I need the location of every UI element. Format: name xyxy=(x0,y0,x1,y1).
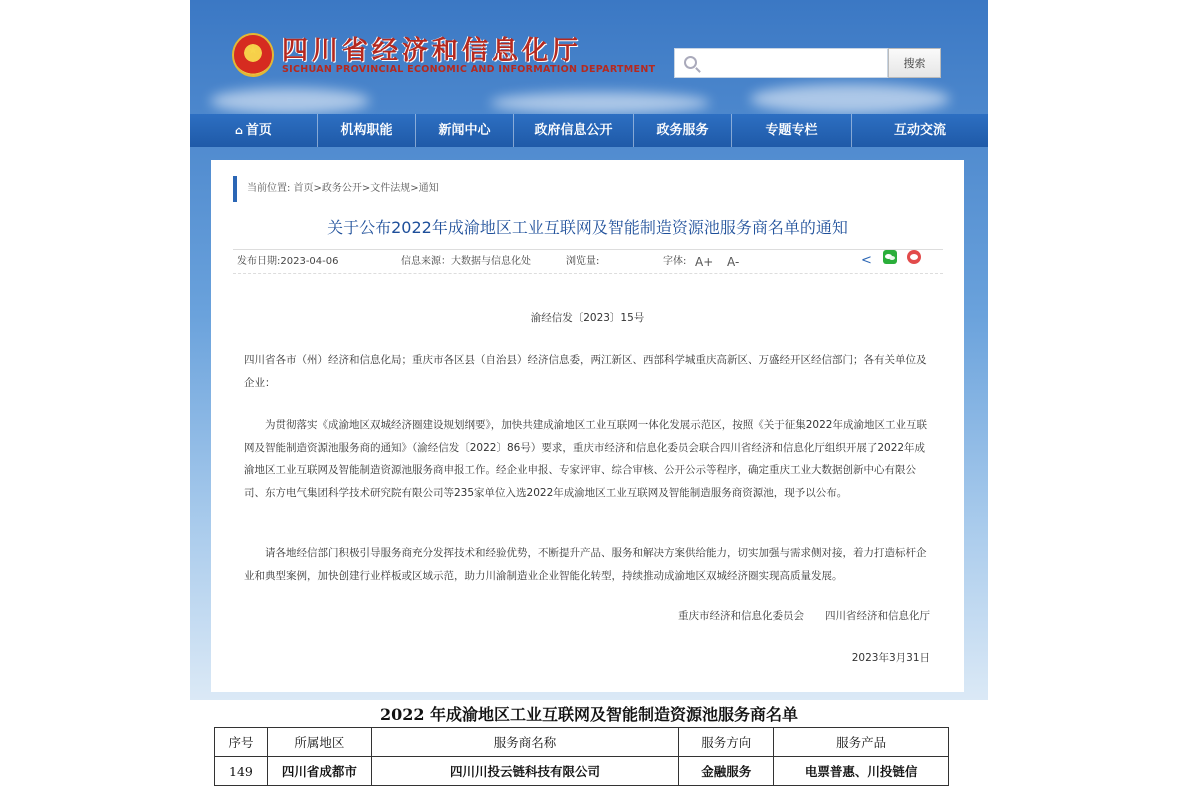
search-box xyxy=(674,48,888,78)
col-header-region: 所属地区 xyxy=(267,728,371,757)
weibo-share-icon[interactable] xyxy=(907,250,921,264)
signatories: 重庆市经济和信息化委员会 四川省经济和信息化厅 xyxy=(678,610,930,622)
info-source: 信息来源：大数据与信息化处 xyxy=(401,256,531,267)
font-decrease-button[interactable]: A- xyxy=(727,255,740,269)
col-header-index: 序号 xyxy=(215,728,268,757)
table-header-row xyxy=(215,728,949,757)
cell-provider: 四川川投云链科技有限公司 xyxy=(371,757,679,786)
nav-home[interactable] xyxy=(190,114,318,147)
paragraph-1: 为贯彻落实《成渝地区双城经济圈建设规划纲要》，加快共建成渝地区工业互联网一体化发展示范区，按照《关于征集2022年成渝地区工业互联网及智能制造资源池服务商的通知》（渝经信发〔2022〕86号）要求，重庆市经济和信息化委员会联合四川省经济和信息化厅组织开展了2022年成渝地区工业互联网及智能制造资源池服务商申报工作。经企业申报、专家评审、综合审核、公开公示等程序，确定重庆工业大数据创新中心有限公司、东方电气集团科学技术研究院有限公司等235家单位入选2022年成渝地区工业互联网及智能制造服务商资源池，现予以公布。 xyxy=(244,419,927,499)
font-increase-button[interactable]: A+ xyxy=(695,255,714,269)
search-icon xyxy=(684,56,697,69)
article-panel xyxy=(211,160,964,692)
table-row xyxy=(215,757,949,786)
header-cloud xyxy=(750,84,950,114)
article-title: 关于公布2022年成渝地区工业互联网及智能制造资源池服务商名单的通知 xyxy=(327,218,848,237)
nav-gov-info[interactable]: 政府信息公开 xyxy=(514,114,634,147)
document-number: 渝经信发〔2023〕15号 xyxy=(530,312,645,324)
view-count: 浏览量: xyxy=(566,256,600,267)
publish-date: 发布日期:2023-04-06 xyxy=(237,256,339,267)
header-cloud xyxy=(210,88,370,114)
nav-news[interactable]: 新闻中心 xyxy=(416,114,514,147)
cell-direction: 金融服务 xyxy=(679,757,774,786)
breadcrumb[interactable]: 当前位置: 首页>政务公开>文件法规>通知 xyxy=(233,176,439,202)
provider-table xyxy=(214,727,949,786)
home-icon: ⌂ xyxy=(235,124,243,137)
salutation: 四川省各市（州）经济和信息化局；重庆市各区县（自治县）经济信息委，两江新区、西部科学城重庆高新区、万盛经开区经信部门；各有关单位及企业： xyxy=(244,354,927,389)
search-button[interactable]: 搜索 xyxy=(888,48,941,78)
nav-interaction[interactable]: 互动交流 xyxy=(893,123,946,138)
main-nav xyxy=(190,114,988,147)
nav-topics[interactable]: 专题专栏 xyxy=(732,114,852,147)
col-header-product: 服务产品 xyxy=(774,728,949,757)
search-input[interactable] xyxy=(703,53,883,73)
nav-functions[interactable]: 机构职能 xyxy=(318,114,416,147)
paragraph-2: 请各地经信部门积极引导服务商充分发挥技术和经验优势，不断提升产品、服务和解决方案供给能力，切实加强与需求侧对接，着力打造标杆企业和典型案例，加快创建行业样板或区域示范，助力川渝制造业企业智能化转型，持续推动成渝地区双城经济圈实现高质量发展。 xyxy=(244,547,927,582)
share-icon[interactable]: < xyxy=(861,253,872,268)
site-subtitle: SICHUAN PROVINCIAL ECONOMIC AND INFORMATION DEPARTMENT xyxy=(282,64,656,75)
sign-date: 2023年3月31日 xyxy=(851,652,930,664)
col-header-provider: 服务商名称 xyxy=(371,728,679,757)
cell-product: 电票普惠、川投链信 xyxy=(774,757,949,786)
header-cloud xyxy=(490,92,710,114)
font-size-label: 字体: xyxy=(663,256,687,267)
cell-index: 149 xyxy=(215,757,268,786)
list-title: 2022 年成渝地区工业互联网及智能制造资源池服务商名单 xyxy=(379,705,799,724)
national-emblem-logo[interactable]: ★ xyxy=(234,35,272,75)
cell-region: 四川省成都市 xyxy=(267,757,371,786)
wechat-share-icon[interactable] xyxy=(883,250,897,264)
site-title[interactable]: 四川省经济和信息化厅 xyxy=(282,36,583,66)
nav-home-label: 首页 xyxy=(245,123,272,138)
col-header-direction: 服务方向 xyxy=(679,728,774,757)
article-meta xyxy=(233,249,943,274)
site-header xyxy=(190,0,988,114)
nav-services[interactable]: 政务服务 xyxy=(634,114,732,147)
